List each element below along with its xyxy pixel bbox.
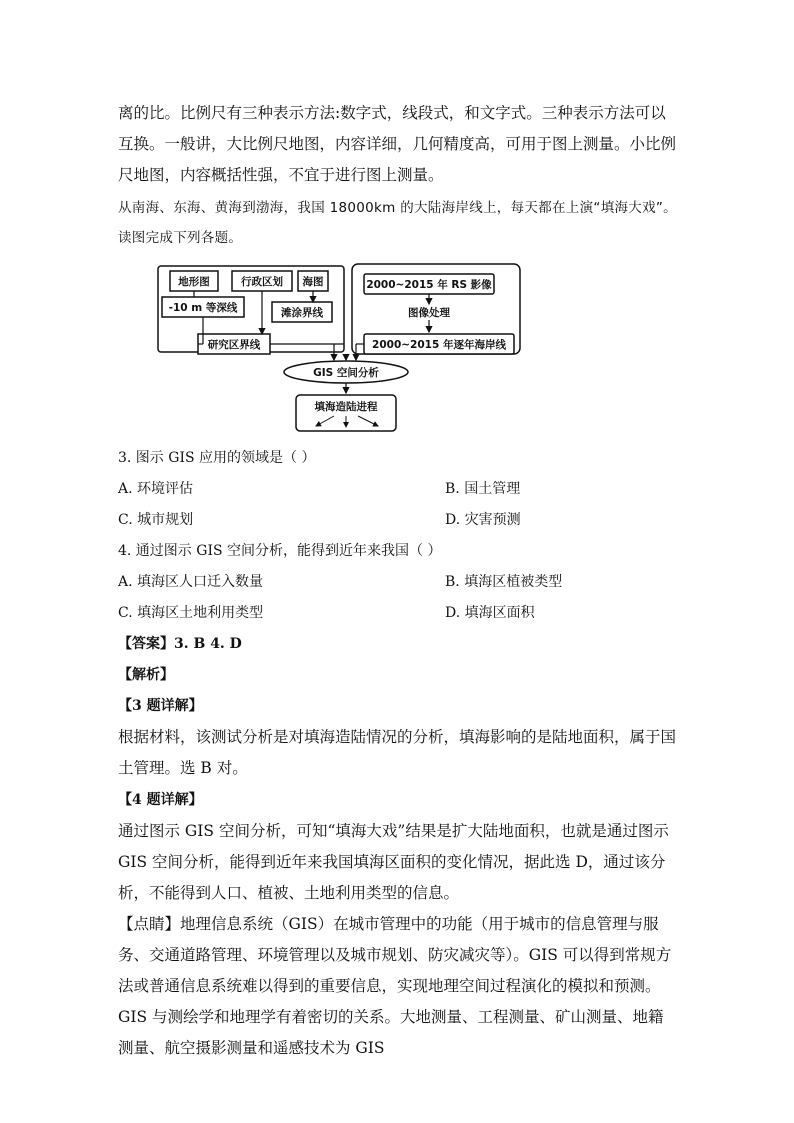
- coastline-label: 2000~2015 年逐年海岸线: [372, 339, 506, 351]
- study-boundary-label: 研究区界线: [207, 339, 261, 351]
- paragraph-scale-explanation: 离的比。比例尺有三种表示方法:数字式，线段式，和文字式。三种表示方法可以互换。一般讲，大比例尺地图，内容详细，几何精度高，可用于图上测量。小比例尺地图，内容概括性强，不宜于进行图上测量。: [118, 104, 677, 184]
- q3-option-d: D. 灾害预测: [445, 512, 521, 528]
- q4-option-d: D. 填海区面积: [445, 605, 535, 621]
- question-3-stem: 3. 图示 GIS 应用的领域是（ ）: [118, 450, 316, 466]
- gis-analysis-label: GIS 空间分析: [313, 367, 379, 379]
- q4-option-b: B. 填海区植被类型: [445, 574, 563, 590]
- q3-option-b: B. 国土管理: [445, 481, 521, 497]
- q3-detail-text: 根据材料，该测试分析是对填海造陆情况的分析，填海影响的是陆地面积，属于国土管理。选 B 对。: [118, 728, 677, 777]
- q4-option-a: A. 填海区人口迁入数量: [118, 574, 264, 590]
- analysis-heading: 【解析】: [118, 667, 174, 683]
- q4-option-c: C. 填海区土地利用类型: [118, 605, 264, 621]
- q4-detail-heading: 【4 题详解】: [118, 792, 203, 808]
- tip-paragraph: 【点睛】地理信息系统（GIS）在城市管理中的功能（用于城市的信息管理与服务、交通道路管理、环境管理以及城市规划、防灾减灾等）。GIS 可以得到常规方法或普通信息系统难以得到的重要信息，实现地理空间过程演化的模拟和预测。 GIS 与测绘学和地理学有着密切的关系。大地测量、工程测量、矿山测量、地籍测量、航空摄影测量和遥感技术为 GIS: [118, 915, 672, 1057]
- reclamation-process-label: 填海造陆进程: [314, 401, 378, 413]
- isobath-label: -10 m 等深线: [168, 302, 238, 314]
- rs-imagery-label: 2000~2015 年 RS 影像: [366, 279, 492, 291]
- reclamation-intro: 从南海、东海、黄海到渤海，我国 18000km 的大陆海岸线上，每天都在上演“填海大戏”。读图完成下列各题。: [118, 200, 677, 246]
- q3-option-a: A. 环境评估: [118, 481, 194, 497]
- tidal-flat-label: 滩涂界线: [281, 307, 323, 319]
- admin-division-label: 行政区划: [241, 276, 283, 288]
- question-4-stem: 4. 通过图示 GIS 空间分析，能得到近年来我国（ ）: [118, 543, 442, 559]
- q3-detail-heading: 【3 题详解】: [118, 698, 203, 714]
- q4-detail-text: 通过图示 GIS 空间分析，可知“填海大戏”结果是扩大陆地面积，也就是通过图示 GIS 空间分析，能得到近年来我国填海区面积的变化情况，据此选 D，通过该分析，不能得到人口、植被、土地利用类型的信息。: [118, 822, 669, 902]
- image-processing-label: 图像处理: [408, 307, 450, 319]
- answer-line: 【答案】3. B 4. D: [118, 636, 242, 652]
- gis-flow-diagram: [156, 262, 526, 442]
- terrain-map-label: 地形图: [178, 276, 210, 288]
- q3-option-c: C. 城市规划: [118, 512, 194, 528]
- sea-chart-label: 海图: [302, 276, 324, 288]
